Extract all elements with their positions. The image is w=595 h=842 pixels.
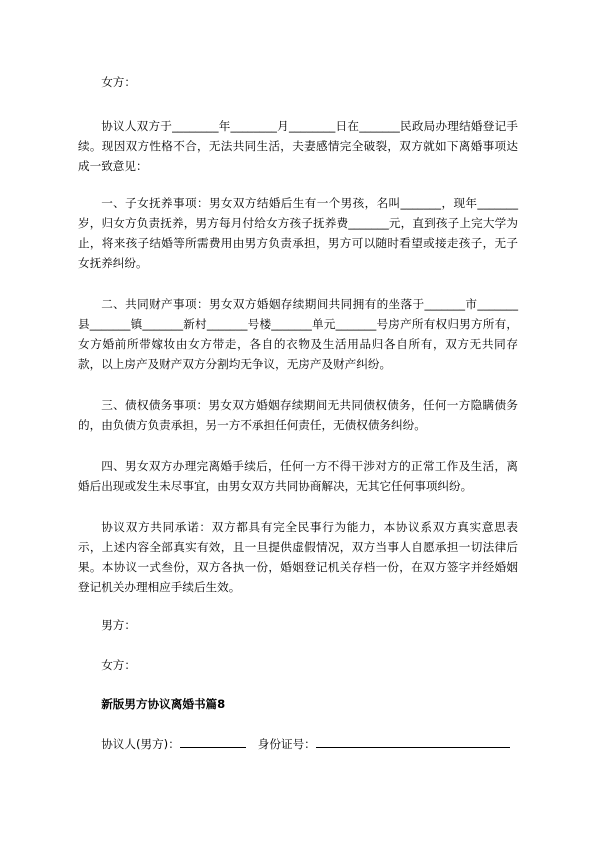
joint-property-paragraph: 二、共同财产事项：男女双方婚姻存续期间共同拥有的坐落于_______市_______县_______镇_______新村_______号楼_______单元_______号房产所有权归男方所有，女方婚前所带嫁妆由女方带走，各自的衣物及生活用品归各自所有，双方无共同存款，以上房产及财产双方分割均无争议，无房产及财产纠纷。 [78, 297, 518, 371]
female-label-top: 女方： [101, 75, 136, 89]
post-divorce-paragraph: 四、男女双方办理完离婚手续后，任何一方不得干涉对方的正常工作及生活，离婚后出现或发生未尽事宜，由男女双方共同协商解决，无其它任何事项纠纷。 [78, 459, 518, 493]
female-signature-label: 女方： [101, 658, 136, 672]
male-signature-label: 男方： [101, 618, 136, 632]
party-male-label: 协议人(男方)： [101, 737, 180, 751]
commitment-paragraph: 协议双方共同承诺：双方都具有完全民事行为能力，本协议系双方真实意思表示，上述内容全部真实有效，且一旦提供虚假情况，双方当事人自愿承担一切法律后果。本协议一式叁份，双方各执一份，婚姻登记机关存档一份，在双方签字并经婚姻登记机关办理相应手续后生效。 [78, 520, 518, 594]
section-title: 新版男方协议离婚书篇8 [101, 697, 226, 711]
party-info-line [78, 734, 518, 754]
party-name-blank [180, 734, 246, 748]
debts-paragraph: 三、债权债务事项：男女双方婚姻存续期间无共同债权债务，任何一方隐瞒债务的，由负债方负责承担，另一方不承担任何责任，无债权债务纠纷。 [78, 398, 518, 432]
id-number-blank [316, 734, 510, 748]
children-custody-paragraph: 一、子女抚养事项：男女双方结婚后生有一个男孩，名叫_______，现年_______岁，归女方负责抚养，男方每月付给女方孩子抚养费_______元，直到孩子上完大学为止，将来孩子结婚等所需费用由男方负责承担，男方可以随时看望或接走孩子，无子女抚养纠纷。 [78, 196, 518, 270]
intro-paragraph: 协议人双方于________年________月________日在_______民政局办理结婚登记手续。现因双方性格不合，无法共同生活，夫妻感情完全破裂，双方就如下离婚事项达成一致意见： [78, 119, 518, 173]
id-number-label: 身份证号： [257, 737, 316, 751]
